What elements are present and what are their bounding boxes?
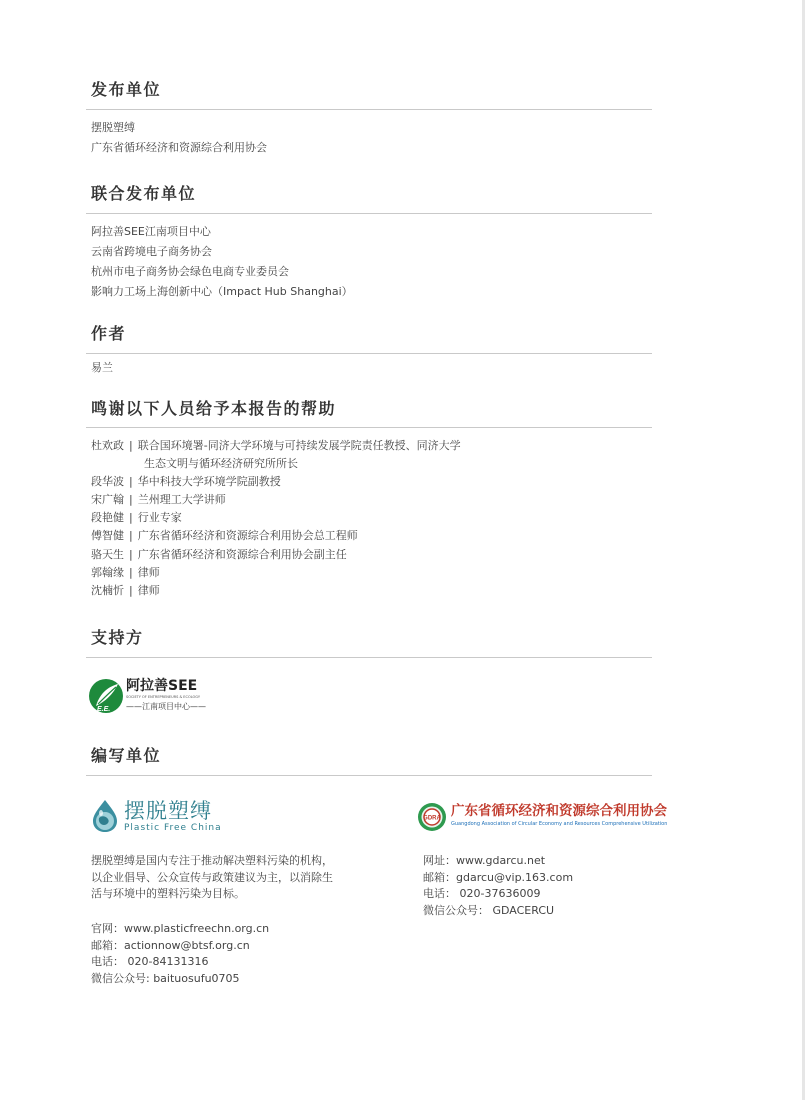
globe-drop-logo-icon <box>90 799 120 833</box>
see-logo-tagline: SOCIETY OF ENTREPRENEURS & ECOLOGY <box>126 695 200 699</box>
contact-email: 邮箱：actionnow@btsf.org.cn <box>91 938 250 952</box>
author-item: 易兰 <box>91 361 113 374</box>
supporter-rule <box>86 657 652 658</box>
editor-heading: 编写单位 <box>91 746 162 765</box>
ack-separator: | <box>129 583 133 597</box>
plastic-free-contacts <box>91 921 269 987</box>
ack-name: 杜欢政 <box>91 439 124 452</box>
contact-wechat: 微信公众号： GDACERCU <box>423 903 555 917</box>
author-rule <box>86 353 652 354</box>
plastic-free-description <box>91 853 333 903</box>
plastic-free-logo <box>90 797 250 837</box>
contact-phone: 电话： 020-37636009 <box>423 887 541 900</box>
publisher-list <box>91 118 267 158</box>
ack-role: 广东省循环经济和资源综合利用协会副主任 <box>137 547 347 561</box>
ack-separator: | <box>129 475 133 489</box>
acknowledgements-heading: 鸣谢以下人员给予本报告的帮助 <box>91 399 337 418</box>
co-publishers-list <box>91 222 353 302</box>
ack-name: 傅智健 <box>91 529 124 543</box>
gdacercu-logo-cn: 广东省循环经济和资源综合利用协会 <box>451 803 667 819</box>
co-publisher-item: 杭州市电子商务协会绿色电商专业委员会 <box>91 265 289 278</box>
co-publishers-heading: 联合发布单位 <box>91 184 197 203</box>
ack-role: 联合国环境署-同济大学环境与可持续发展学院责任教授、同济大学 <box>137 439 461 452</box>
ack-separator: | <box>129 565 133 579</box>
gdacercu-logo-en: Guangdong Association of Circular Economy and Resources Comprehensive Utilization <box>451 821 668 827</box>
ack-name: 段艳健 <box>91 511 124 525</box>
gdacercu-logo <box>417 801 707 833</box>
publisher-heading: 发布单位 <box>91 80 162 99</box>
see-logo-name: 阿拉善SEE <box>126 678 198 694</box>
ack-role-continued: 生态文明与循环经济研究所所长 <box>144 457 298 471</box>
editor-rule <box>86 775 652 776</box>
ack-row <box>91 437 461 455</box>
ack-role: 律师 <box>137 583 160 597</box>
ack-separator: | <box>129 493 133 507</box>
ack-separator: | <box>129 547 133 561</box>
ack-row <box>91 509 461 527</box>
publisher-item: 摆脱塑缚 <box>91 121 135 134</box>
contact-phone: 电话： 020-84131316 <box>91 955 209 968</box>
ack-row <box>91 582 461 600</box>
ack-row <box>91 546 461 564</box>
ack-name: 段华波 <box>91 475 124 489</box>
ack-name: 宋广翰 <box>91 493 124 507</box>
ack-row <box>91 564 461 582</box>
ack-separator: | <box>129 439 133 452</box>
acknowledgements-list <box>91 437 461 600</box>
co-publisher-item: 云南省跨境电子商务协会 <box>91 245 212 258</box>
ack-role: 行业专家 <box>137 511 182 525</box>
ack-name: 郭翰缘 <box>91 565 124 579</box>
svg-text:E.E.: E.E. <box>97 706 111 713</box>
see-logo <box>88 676 218 716</box>
supporter-heading: 支持方 <box>91 628 144 647</box>
description-line: 以企业倡导、公众宣传与政策建议为主，以消除生 <box>91 870 333 884</box>
ack-row <box>91 491 461 509</box>
circular-badge-logo-icon <box>417 802 447 832</box>
ack-role: 广东省循环经济和资源综合利用协会总工程师 <box>137 529 358 543</box>
see-leaf-logo-icon <box>88 678 124 714</box>
author-name <box>91 358 113 378</box>
publisher-item: 广东省循环经济和资源综合利用协会 <box>91 141 267 154</box>
ack-name: 沈楠忻 <box>91 583 124 597</box>
contact-wechat: 微信公众号: baituosufu0705 <box>91 971 240 985</box>
co-publisher-item: 影响力工场上海创新中心（Impact Hub Shanghai） <box>91 285 353 298</box>
see-logo-sub: ——江南项目中心—— <box>126 702 206 711</box>
ack-separator: | <box>129 529 133 543</box>
publisher-rule <box>86 109 652 110</box>
plastic-free-logo-cn: 摆脱塑缚 <box>124 799 212 823</box>
author-heading: 作者 <box>91 324 127 343</box>
gdacercu-contacts <box>423 853 573 919</box>
ack-separator: | <box>129 511 133 525</box>
co-publishers-rule <box>86 213 652 214</box>
co-publisher-item: 阿拉善SEE江南项目中心 <box>91 225 211 238</box>
contact-email: 邮箱：gdarcu@vip.163.com <box>423 870 574 884</box>
gdacercu-badge-text: GDRA <box>423 815 441 822</box>
description-line: 摆脱塑缚是国内专注于推动解决塑料污染的机构， <box>91 854 333 867</box>
contact-website: 官网：www.plasticfreechn.org.cn <box>91 922 270 935</box>
ack-role: 华中科技大学环境学院副教授 <box>137 475 281 489</box>
ack-role: 律师 <box>137 565 160 579</box>
ack-row <box>91 473 461 491</box>
contact-website: 网址：www.gdarcu.net <box>423 854 546 867</box>
ack-role: 兰州理工大学讲师 <box>137 493 226 507</box>
description-line: 活与环境中的塑料污染为目标。 <box>91 887 245 900</box>
acknowledgements-rule <box>86 427 652 428</box>
ack-row <box>91 527 461 545</box>
plastic-free-logo-en: Plastic Free China <box>124 823 222 833</box>
ack-name: 骆天生 <box>91 547 124 561</box>
